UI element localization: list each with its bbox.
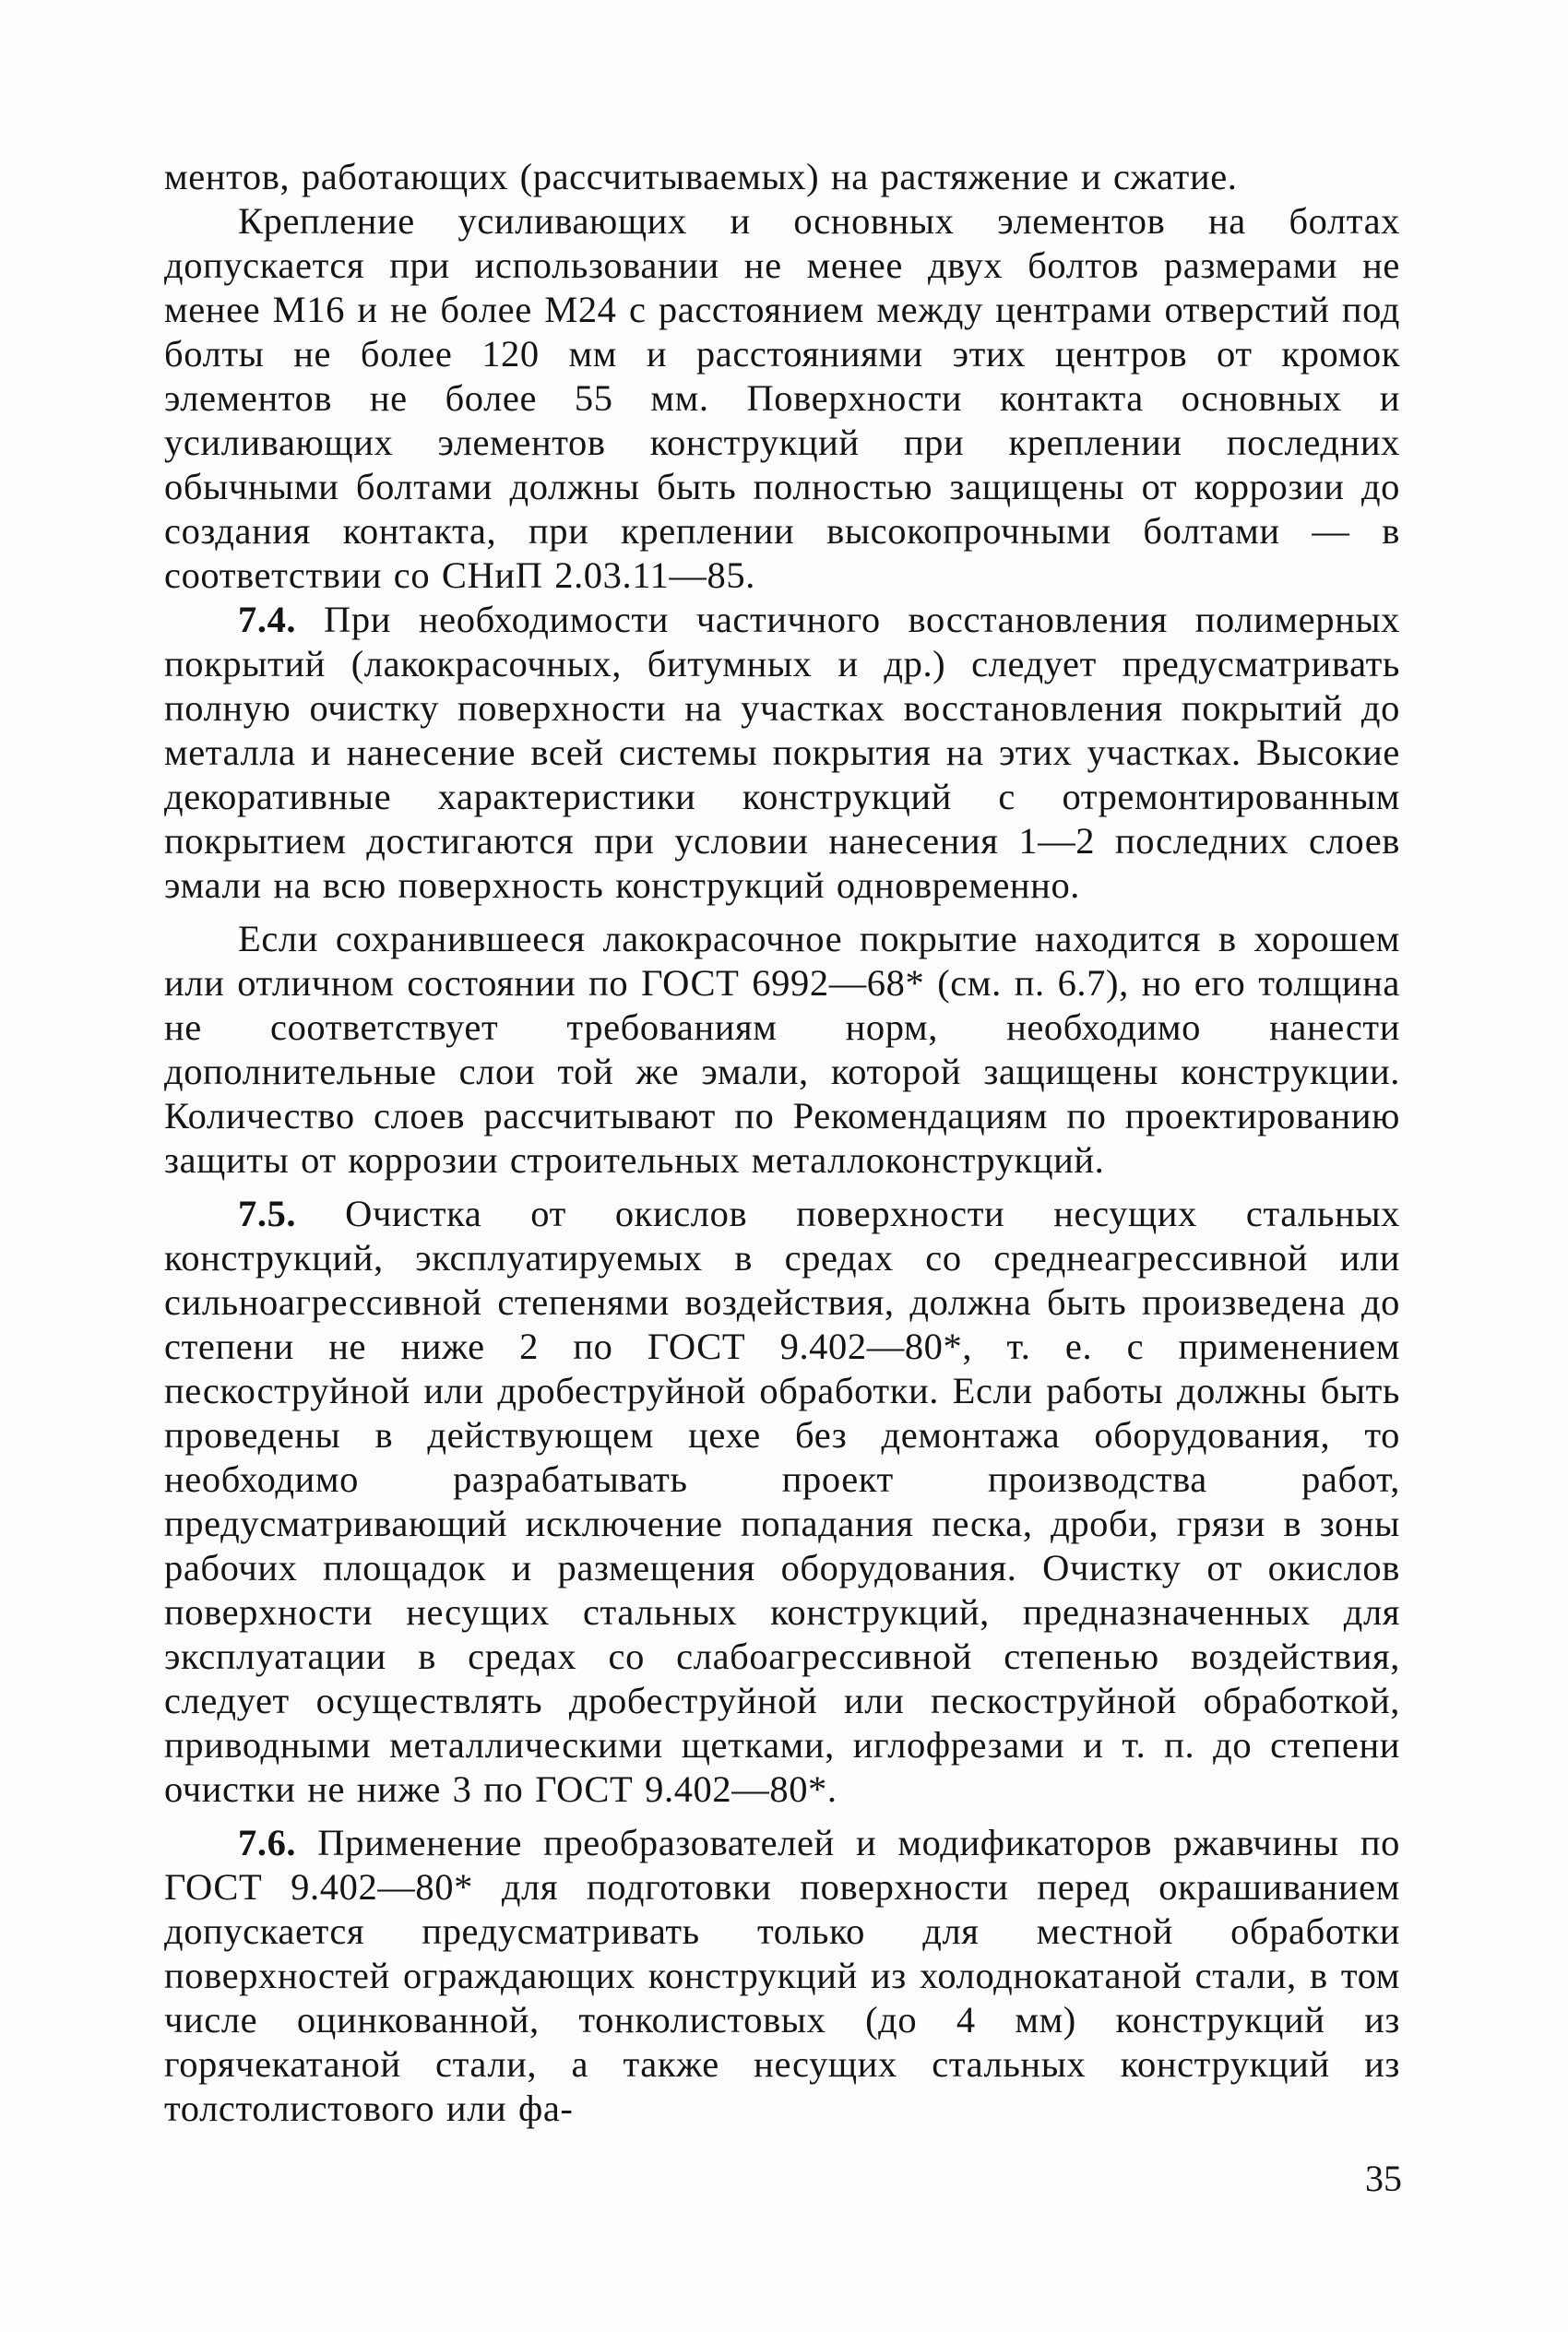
section-number: 7.4. bbox=[238, 599, 297, 640]
paragraph-text: Применение преобразователей и модификаторов ржавчины по ГОСТ 9.402—80* для подготовки поверхности перед окрашиванием допускается предусматривать только для местной обработки поверхностей ограждающих конструкций из холоднокатаной стали, в том числе оцинкованной, тонколистовых (до 4 мм) конструкций из горячекатаной стали, а также несущих стальных конструкций из толстолистового или фа- bbox=[164, 1822, 1400, 2129]
section-7-4 bbox=[164, 598, 1400, 908]
section-7-5 bbox=[164, 1192, 1400, 1812]
page-number: 35 bbox=[1365, 2158, 1402, 2199]
section-number: 7.5. bbox=[238, 1193, 297, 1234]
paragraph-text: ментов, работающих (рассчитываемых) на растяжение и сжатие. bbox=[164, 156, 1238, 197]
paragraph-text: Если сохранившееся лакокрасочное покрытие находится в хорошем или отличном состоянии по ГОСТ 6992—68* (см. п. 6.7), но его толщина не соответствует требованиям норм, необходимо нанести дополнительные слои той же эмали, которой защищены конструкции. Количество слоев рассчитывают по Рекомендациям по проектированию защиты от коррозии строительных металлоконструкций. bbox=[164, 918, 1400, 1181]
paragraph-text: Крепление усиливающих и основных элементов на болтах допускается при использовании не менее двух болтов размерами не менее М16 и не более М24 с расстоянием между центрами отверстий под болты не более 120 мм и расстояниями этих центров от кромок элементов не более 55 мм. Поверхности контакта основных и усиливающих элементов конструкций при креплении последних обычными болтами должны быть полностью защищены от коррозии до создания контакта, при креплении высокопрочными болтами — в соответствии со СНиП 2.03.11—85. bbox=[164, 200, 1400, 596]
body-text bbox=[164, 155, 1400, 2131]
paragraph-continuation bbox=[164, 155, 1400, 199]
section-number: 7.6. bbox=[238, 1822, 297, 1863]
paragraph-text: При необходимости частичного восстановления полимерных покрытий (лакокрасочных, битумных и др.) следует предусматривать полную очистку поверхности на участках восстановления покрытий до металла и нанесение всей системы покрытия на этих участках. Высокие декоративные характеристики конструкций с отремонтированным покрытием достигаются при условии нанесения 1—2 последних слоев эмали на всю поверхность конструкций одновременно. bbox=[164, 599, 1401, 906]
paragraph-bolt-fastening bbox=[164, 199, 1400, 598]
section-7-6 bbox=[164, 1821, 1400, 2131]
paragraph-text: Очистка от окислов поверхности несущих стальных конструкций, эксплуатируемых в средах со среднеагрессивной или сильноагрессивной степенями воздействия, должна быть произведена до степени не ниже 2 по ГОСТ 9.402—80*, т. е. с применением пескоструйной или дробеструйной обработки. Если работы должны быть проведены в действующем цехе без демонтажа оборудования, то необходимо разрабатывать проект производства работ, предусматривающий исключение попадания песка, дроби, грязи в зоны рабочих площадок и размещения оборудования. Очистку от окислов поверхности несущих стальных конструкций, предназначенных для эксплуатации в средах со слабоагрессивной степенью воздействия, следует осуществлять дробеструйной или пескоструйной обработкой, приводными металлическими щетками, иглофрезами и т. п. до степени очистки не ниже 3 по ГОСТ 9.402—80*. bbox=[164, 1193, 1400, 1810]
paragraph-coating-condition bbox=[164, 917, 1400, 1183]
